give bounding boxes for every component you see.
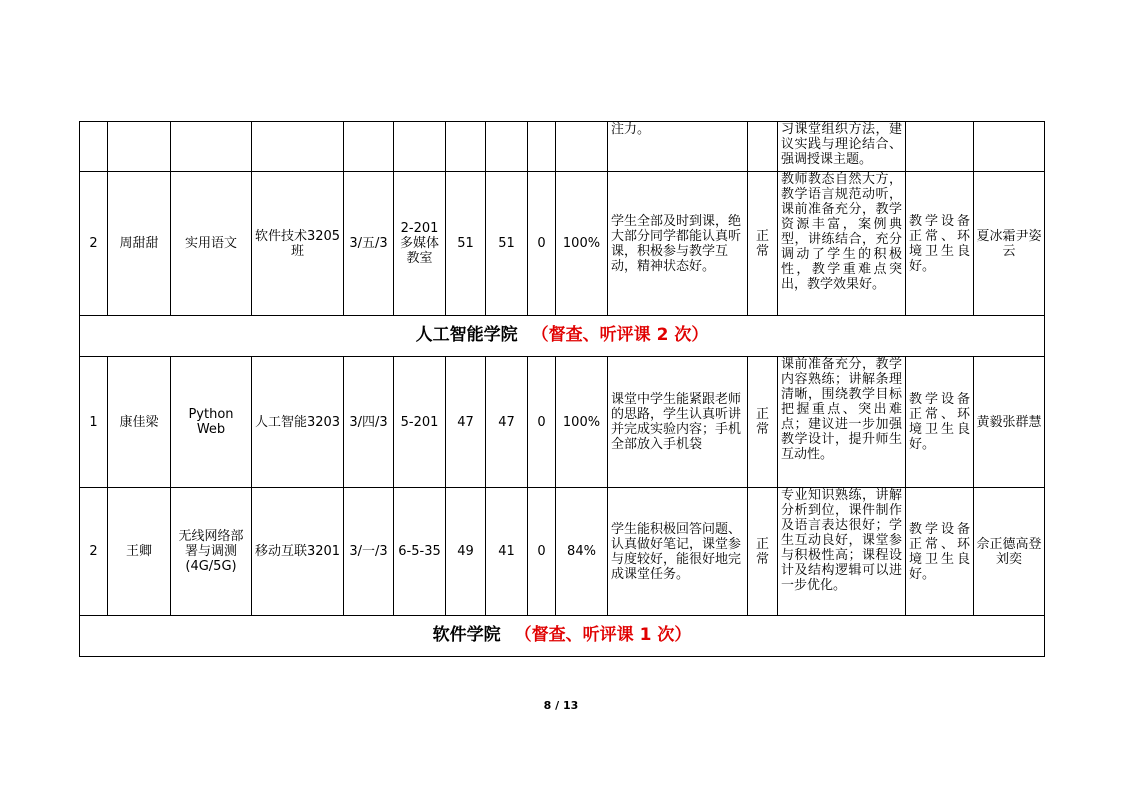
cell-room: 5-201 xyxy=(394,357,446,488)
section-note: （督查、听评课 2 次） xyxy=(531,325,709,345)
cell-class: 人工智能3203 xyxy=(252,357,344,488)
cell-class: 软件技术3205 班 xyxy=(252,172,344,316)
cell-absent xyxy=(528,122,556,172)
cell-no: 2 xyxy=(80,172,108,316)
cell-week: 3/一/3 xyxy=(344,488,394,616)
table-row xyxy=(80,172,1045,316)
cell-room: 2-201多媒体教室 xyxy=(394,172,446,316)
cell-due: 49 xyxy=(446,488,486,616)
cell-inspectors: 佘正德高登刘奕 xyxy=(974,488,1045,616)
section-title-cell xyxy=(80,316,1045,357)
inspection-table xyxy=(79,121,1045,657)
page-number: 8 / 13 xyxy=(543,699,579,712)
table-row xyxy=(80,488,1045,616)
cell-week: 3/五/3 xyxy=(344,172,394,316)
cell-student-status: 学生全部及时到课，绝大部分同学都能认真听课，积极参与教学互动，精神状态好。 xyxy=(608,172,748,316)
cell-order xyxy=(748,172,778,316)
cell-teacher: 周甜甜 xyxy=(108,172,171,316)
cell-no xyxy=(80,122,108,172)
cell-due xyxy=(446,122,486,172)
cell-rate: 100% xyxy=(556,172,608,316)
cell-student-status: 注力。 xyxy=(608,122,748,172)
cell-inspectors xyxy=(974,122,1045,172)
section-header-ai xyxy=(80,316,1045,357)
cell-order xyxy=(748,122,778,172)
section-header-software xyxy=(80,616,1045,657)
cell-due: 47 xyxy=(446,357,486,488)
cell-order xyxy=(748,357,778,488)
cell-rate: 84% xyxy=(556,488,608,616)
cell-class xyxy=(252,122,344,172)
cell-week: 3/四/3 xyxy=(344,357,394,488)
cell-actual: 47 xyxy=(486,357,528,488)
cell-rate: 100% xyxy=(556,357,608,488)
cell-rate xyxy=(556,122,608,172)
cell-inspectors: 黄毅张群慧 xyxy=(974,357,1045,488)
cell-actual xyxy=(486,122,528,172)
cell-absent: 0 xyxy=(528,172,556,316)
cell-inspectors: 夏冰霜尹姿云 xyxy=(974,172,1045,316)
cell-teaching-eval: 课前准备充分，教学内容熟练；讲解条理清晰，围绕教学目标把握重点、突出难点；建议进一步加强教学设计，提升师生互动性。 xyxy=(778,357,906,488)
cell-room xyxy=(394,122,446,172)
table-row xyxy=(80,357,1045,488)
cell-due: 51 xyxy=(446,172,486,316)
section-note: （督查、听评课 1 次） xyxy=(514,625,692,645)
cell-teacher xyxy=(108,122,171,172)
cell-course xyxy=(171,122,252,172)
cell-facility: 教学设备正常、环境卫生良好。 xyxy=(906,488,974,616)
section-title-cell xyxy=(80,616,1045,657)
order-text: 正常 xyxy=(755,228,769,259)
cell-no: 2 xyxy=(80,488,108,616)
cell-course: 实用语文 xyxy=(171,172,252,316)
order-text: 正常 xyxy=(755,536,769,567)
table-row xyxy=(80,122,1045,172)
cell-student-status: 课堂中学生能紧跟老师的思路，学生认真听讲并完成实验内容；手机全部放入手机袋 xyxy=(608,357,748,488)
cell-order xyxy=(748,488,778,616)
cell-week xyxy=(344,122,394,172)
cell-facility xyxy=(906,122,974,172)
cell-absent: 0 xyxy=(528,488,556,616)
cell-course: Python Web xyxy=(171,357,252,488)
order-text: 正常 xyxy=(755,407,769,437)
cell-actual: 41 xyxy=(486,488,528,616)
cell-room: 6-5-35 xyxy=(394,488,446,616)
cell-facility: 教学设备正常、环境卫生良好。 xyxy=(906,172,974,316)
cell-course: 无线网络部署与调测(4G/5G) xyxy=(171,488,252,616)
cell-teaching-eval: 教师教态自然大方，教学语言规范动听，课前准备充分，教学资源丰富，案例典型，讲练结合，充分调动了学生的积极性，教学重难点突出，教学效果好。 xyxy=(778,172,906,316)
cell-actual: 51 xyxy=(486,172,528,316)
cell-facility: 教学设备正常、环境卫生良好。 xyxy=(906,357,974,488)
cell-teaching-eval: 专业知识熟练，讲解分析到位，课件制作及语言表达很好；学生互动良好，课堂参与积极性高；课程设计及结构逻辑可以进一步优化。 xyxy=(778,488,906,616)
section-name: 软件学院 xyxy=(432,625,501,645)
cell-no: 1 xyxy=(80,357,108,488)
cell-absent: 0 xyxy=(528,357,556,488)
cell-student-status: 学生能积极回答问题、认真做好笔记，课堂参与度较好，能很好地完成课堂任务。 xyxy=(608,488,748,616)
cell-class: 移动互联3201 xyxy=(252,488,344,616)
cell-teacher: 康佳梁 xyxy=(108,357,171,488)
section-name: 人工智能学院 xyxy=(415,325,518,345)
cell-teaching-eval: 习课堂组织方法，建议实践与理论结合、强调授课主题。 xyxy=(778,122,906,172)
cell-teacher: 王卿 xyxy=(108,488,171,616)
